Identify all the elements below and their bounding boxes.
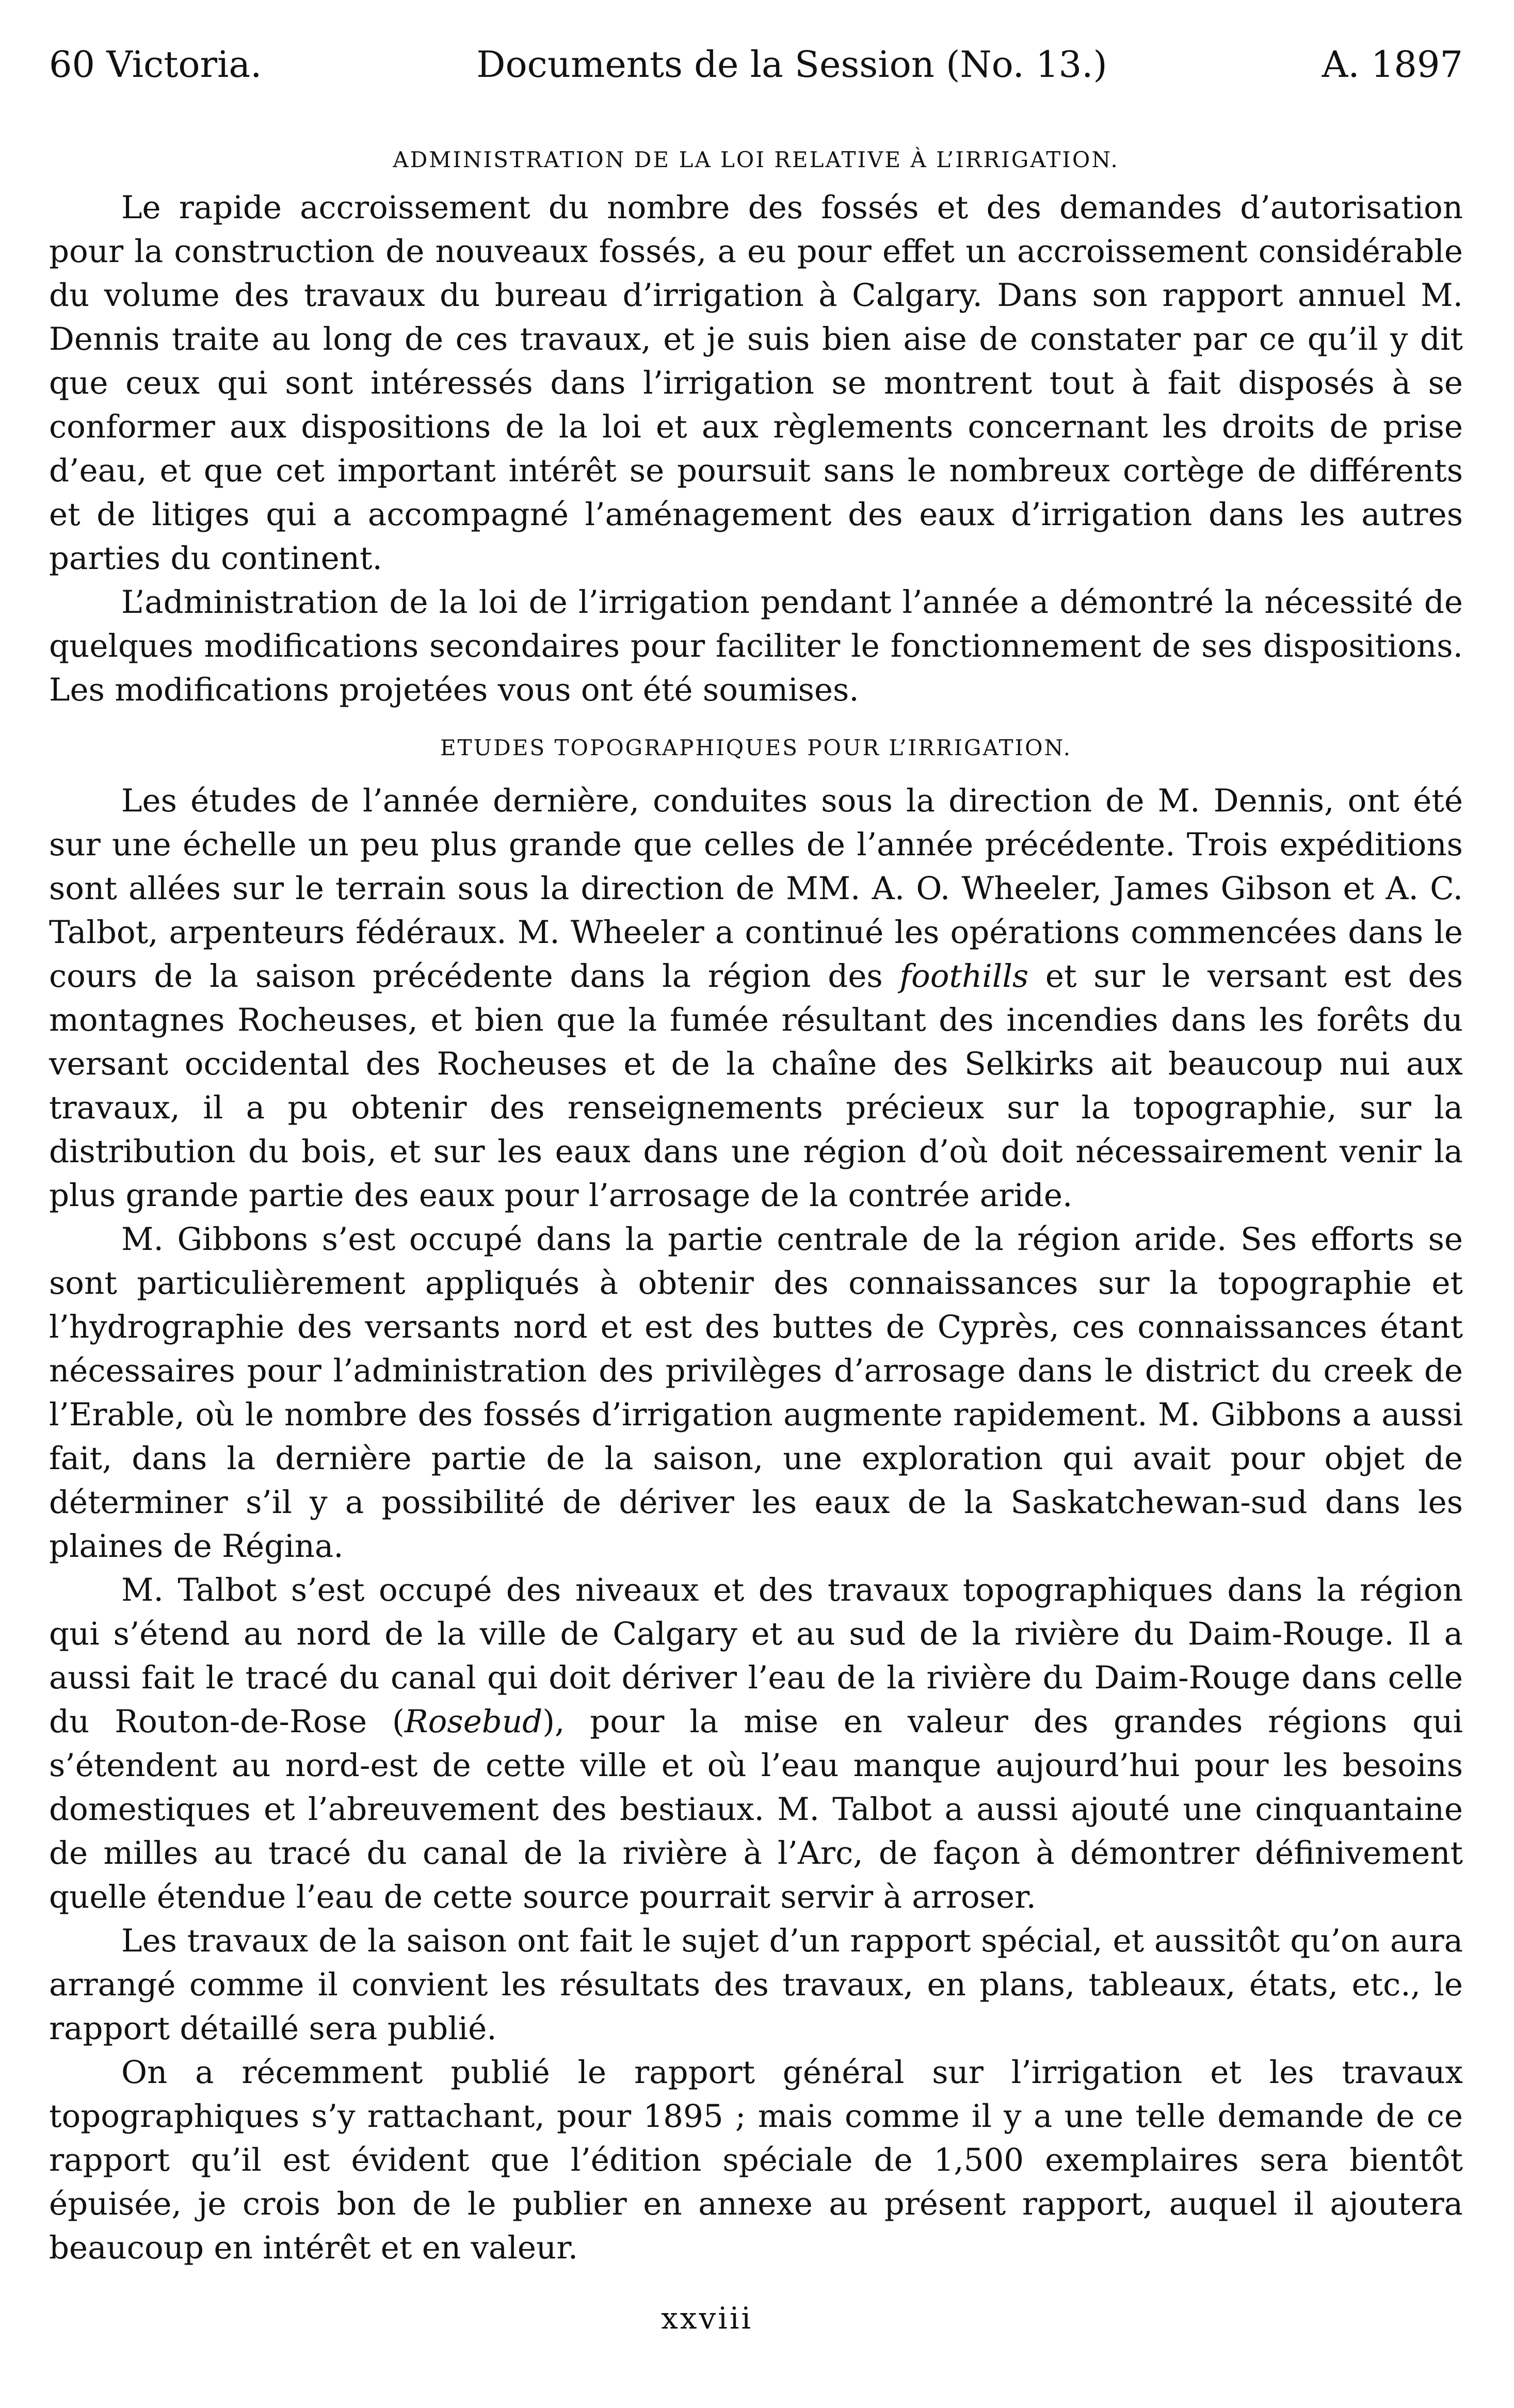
paragraph: Les travaux de la saison ont fait le sujet d’un rapport spécial, et aussitôt qu’on aura arrangé comme il convient les résultats des travaux, en plans, tableaux, états, etc., le rapport détaillé sera publié. — [49, 1923, 1463, 2047]
paragraph — [49, 1568, 1463, 1919]
italic-term: Rosebud — [404, 1703, 543, 1740]
document-page — [49, 41, 1463, 2270]
section-heading-administration: ADMINISTRATION DE LA LOI RELATIVE À L’IRRIGATION. — [393, 147, 1119, 172]
paragraph — [49, 779, 1463, 1217]
paragraph: Le rapide accroissement du nombre des fossés et des demandes d’autorisation pour la construction de nouveaux fossés, a eu pour effet un accroissement considérable du volume des travaux du bureau d’irrigation à Calgary. Dans son rapport annuel M. Dennis traite au long de ces travaux, et je suis bien aise de constater par ce qu’il y dit que ceux qui sont intéressés dans l’irrigation se montrent tout à fait disposés à se conformer aux dispositions de la loi et aux règlements concernant les droits de prise d’eau, et que cet important intérêt se poursuit sans le nombreux cortège de différents et de litiges qui a accompagné l’aménagement des eaux d’irrigation dans les autres parties du continent. — [49, 189, 1463, 577]
header-year: A. 1897 — [1322, 43, 1463, 86]
page-number: xxviii — [661, 2301, 753, 2336]
header-volume: 60 Victoria. — [49, 43, 262, 86]
paragraph-text: ), pour la mise en valeur des grandes régions qui s’étendent au nord-est de cette ville et où l’eau manque aujourd’hui pour les besoins domestiques et l’abreuvement des bestiaux. M. Talbot a aussi ajouté une cinquantaine de milles au tracé du canal de la rivière à l’Arc, de façon à démontrer définivement quelle étendue l’eau de cette source pourrait servir à arroser. — [49, 1703, 1463, 1915]
running-header — [49, 41, 1463, 98]
paragraph: M. Gibbons s’est occupé dans la partie centrale de la région aride. Ses efforts se sont particulièrement appliqués à obtenir des connaissances sur la topographie et l’hydrographie des versants nord et est des buttes de Cyprès, ces connaissances étant nécessaires pour l’administration des privilèges d’arrosage dans le district du creek de l’Erable, où le nombre des fossés d’irrigation augmente rapidement. M. Gibbons a aussi fait, dans la dernière partie de la saison, une exploration qui avait pour objet de déterminer s’il y a possibilité de dériver les eaux de la Saskatchewan-sud dans les plaines de Régina. — [49, 1221, 1463, 1565]
italic-term: foothills — [899, 958, 1029, 995]
paragraph: On a récemment publié le rapport général sur l’irrigation et les travaux topographiques s’y rattachant, pour 1895 ; mais comme il y a une telle demande de ce rapport qu’il est évident que l’édition spéciale de 1,500 exemplaires sera bientôt épuisée, je crois bon de le publier en annexe au présent rapport, auquel il ajoutera beaucoup en intérêt et en valeur. — [49, 2054, 1463, 2266]
paragraph-text: et sur le versant est des montagnes Rocheuses, et bien que la fumée résultant des incendies dans les forêts du versant occidental des Rocheuses et de la chaîne des Selkirks ait beaucoup nui aux travaux, il a pu obtenir des renseignements précieux sur la topographie, sur la distribution du bois, et sur les eaux dans une région d’où doit nécessairement venir la plus grande partie des eaux pour l’arrosage de la contrée aride. — [49, 958, 1463, 1214]
paragraph-text: Les études de l’année dernière, conduites sous la direction de M. Dennis, ont été sur une échelle un peu plus grande que celles de l’année précédente. Trois expéditions sont allées sur le terrain sous la direction de MM. A. O. Wheeler, James Gibson et A. C. Talbot, arpenteurs fédéraux. M. Wheeler a continué les opérations commencées dans le cours de la saison précédente dans la région des — [49, 783, 1463, 995]
paragraph-text: M. Talbot s’est occupé des niveaux et des travaux topographiques dans la région qui s’étend au nord de la ville de Calgary et au sud de la rivière du Daim-Rouge. Il a aussi fait le tracé du canal qui doit dériver l’eau de la rivière du Daim-Rouge dans celle du Routon-de-Rose ( — [49, 1572, 1463, 1740]
paragraph: L’administration de la loi de l’irrigation pendant l’année a démontré la nécessité de quelques modifications secondaires pour faciliter le fonctionnement de ses dispositions. Les modifications projetées vous ont été soumises. — [49, 584, 1463, 708]
header-title: Documents de la Session (No. 13.) — [476, 43, 1107, 86]
section-heading-etudes: ETUDES TOPOGRAPHIQUES POUR L’IRRIGATION. — [440, 735, 1072, 760]
